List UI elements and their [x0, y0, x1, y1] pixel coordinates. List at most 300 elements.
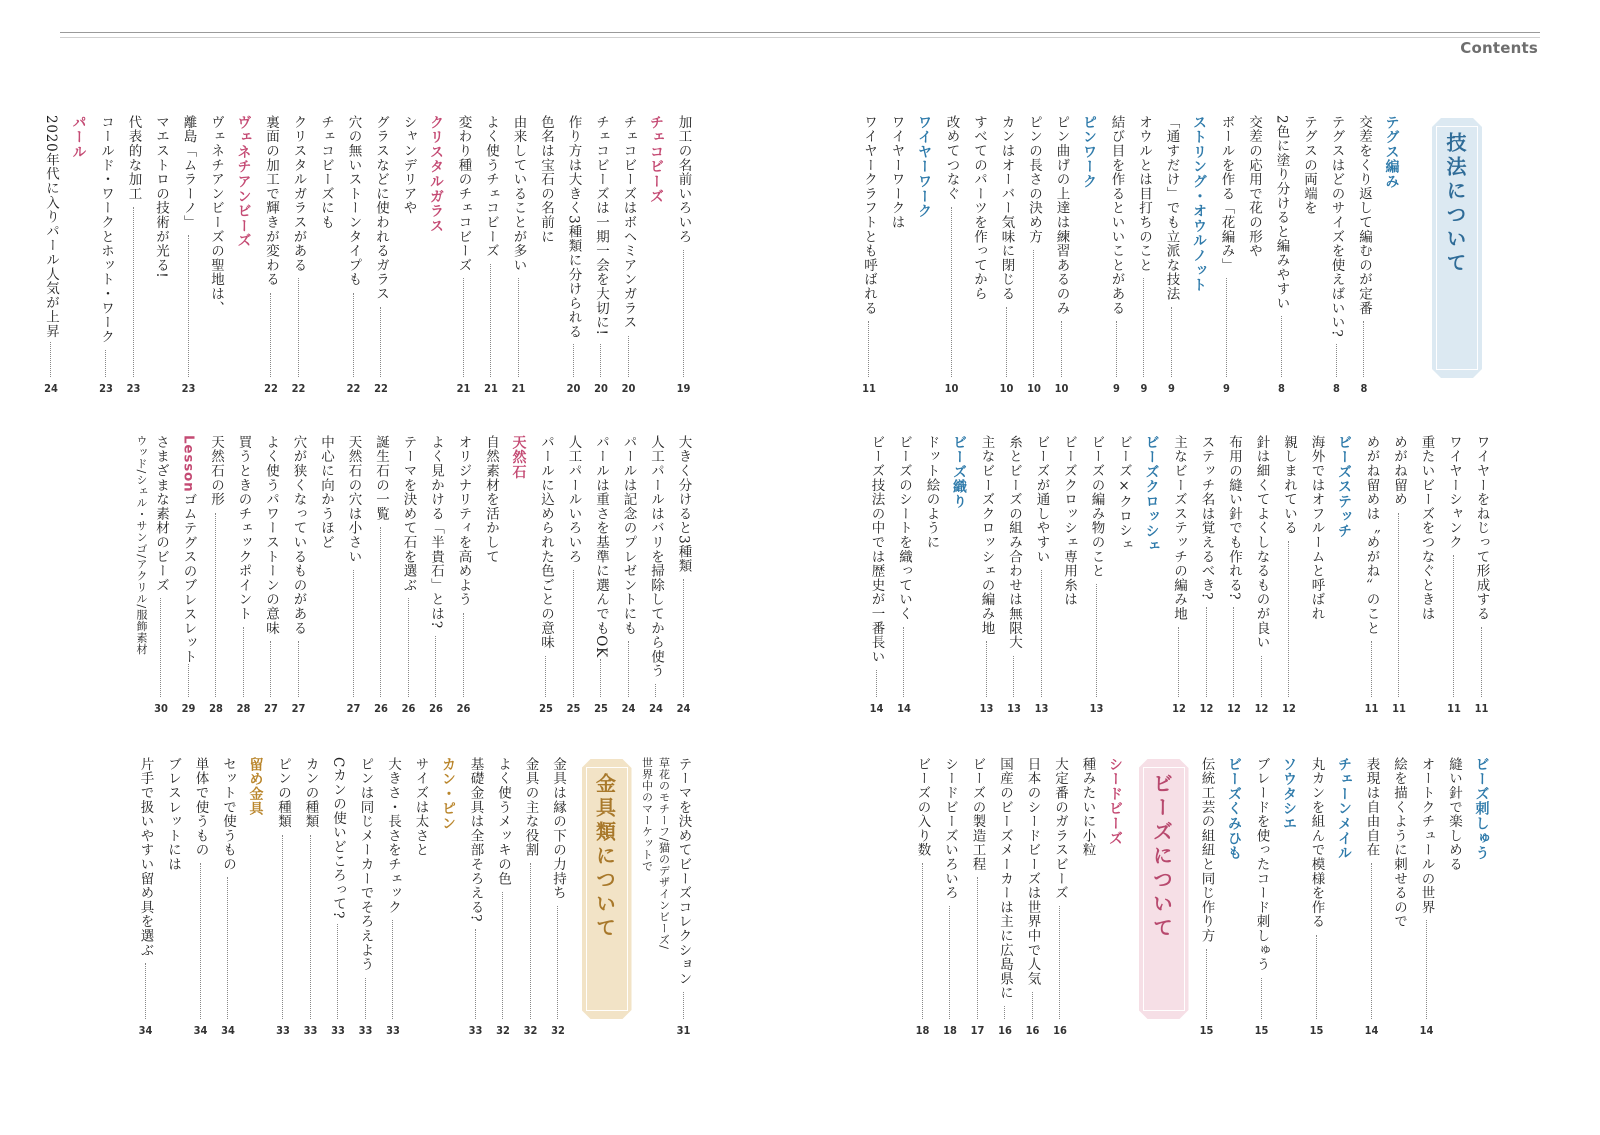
toc-entry-text: ステッチ名は覚えるべき?: [1198, 435, 1215, 601]
toc-entry[interactable]: [217, 757, 239, 1047]
toc-heading-text: チェコビーズ: [648, 115, 664, 204]
toc-entry-text: 草花のモチーフ/猫のデザインビーズ/: [657, 757, 671, 950]
toc-entry[interactable]: [425, 435, 447, 725]
toc-entry[interactable]: [563, 115, 585, 405]
leader-dots: [1206, 607, 1207, 697]
leader-dots: [1006, 307, 1007, 377]
leader-dots: [655, 684, 656, 697]
toc-entry[interactable]: [994, 757, 1016, 1047]
page-number: 12: [1199, 702, 1214, 715]
toc-entry[interactable]: [645, 435, 667, 725]
leader-dots: [683, 250, 684, 377]
leader-dots: [1371, 863, 1372, 1019]
page-number: 33: [276, 1024, 290, 1037]
page-number: 25: [566, 702, 581, 715]
toc-entry[interactable]: [1306, 435, 1328, 725]
page-number: 20: [594, 382, 608, 395]
toc-entry-text: 裏面の加工で輝きが変わる: [263, 115, 279, 287]
page-number: 8: [1333, 382, 1340, 395]
leader-dots: [545, 656, 546, 698]
toc-entry[interactable]: [1251, 757, 1273, 1047]
page-number: 27: [346, 702, 361, 715]
leader-dots: [1178, 627, 1179, 697]
toc-entry[interactable]: [939, 757, 961, 1047]
leader-dots: [1426, 920, 1427, 1019]
page-number: 18: [943, 1024, 957, 1037]
toc-entry[interactable]: [480, 115, 502, 405]
toc-entry-label: [179, 435, 199, 664]
toc-entry[interactable]: [1003, 435, 1025, 725]
leader-dots: [227, 877, 228, 1019]
toc-entry-text: ヴェネチアンビーズの聖地は、: [208, 115, 224, 316]
toc-block-beads-2: [135, 435, 700, 725]
toc-entry[interactable]: [260, 115, 282, 405]
leader-dots: [270, 293, 271, 377]
toc-entry[interactable]: [272, 757, 294, 1047]
toc-entry-text: 日本のシードビーズは世界中で人気: [1024, 757, 1041, 986]
toc-entry[interactable]: [205, 115, 227, 405]
toc-entry[interactable]: [673, 435, 695, 725]
leader-dots: [1398, 513, 1399, 698]
toc-entry-text: ピンの長さの決め方: [1026, 115, 1042, 244]
page-number: 34: [138, 1024, 153, 1037]
toc-entry[interactable]: [1216, 115, 1238, 405]
leader-dots: [903, 627, 904, 697]
toc-entry-text: テグスはどのサイズを使えばいい?: [1328, 115, 1345, 338]
toc-entry-text: めがね留めは〝めがね〟のこと: [1363, 435, 1380, 636]
leader-dots: [502, 892, 503, 1019]
toc-entry-text: すべてのパーツを作ってから: [971, 115, 987, 301]
toc-entry[interactable]: [1049, 757, 1071, 1047]
toc-entry[interactable]: [190, 757, 212, 1047]
toc-entry[interactable]: [1196, 435, 1218, 725]
toc-entry[interactable]: [976, 435, 998, 725]
toc-heading: [913, 115, 935, 405]
toc-entry[interactable]: [133, 435, 155, 725]
toc-entry-text: 変わり種のチェコビーズ: [455, 115, 472, 273]
toc-entry-text: 金具の主な役割: [522, 757, 539, 858]
toc-heading-text: ソウタシエ: [1281, 757, 1297, 831]
toc-entry-text: ビーズのシートを織っていく: [896, 435, 912, 621]
page-number: 10: [944, 382, 959, 395]
page-number: 32: [496, 1024, 510, 1037]
toc-block-metal: [76, 757, 700, 1047]
toc-entry-text: 中心に向かうほど: [318, 435, 334, 550]
toc-heading: [1381, 115, 1403, 405]
toc-entry-text: 大定番のガラスビーズ: [1052, 757, 1068, 900]
toc-entry-text: ブレードを使ったコード刺しゅう: [1253, 757, 1270, 972]
toc-entry[interactable]: [563, 435, 585, 725]
toc-entry-text: ピン曲げの上達は練習あるのみ: [1053, 115, 1070, 316]
leader-dots: [1032, 992, 1033, 1019]
page-number: 14: [1419, 1024, 1434, 1037]
toc-entry-text: チェコビーズはボヘミアンガラス: [620, 115, 637, 330]
leader-dots: [188, 235, 189, 377]
page-number: 9: [1168, 382, 1175, 395]
toc-entry[interactable]: [95, 115, 117, 405]
toc-heading-text: パール: [70, 115, 87, 160]
page-number: 24: [676, 702, 691, 715]
toc-entry[interactable]: [205, 435, 227, 725]
toc-entry[interactable]: [1058, 435, 1080, 725]
toc-entry-text: オートクチュールの世界: [1418, 757, 1435, 915]
leader-dots: [1013, 656, 1014, 698]
leader-dots: [298, 278, 299, 377]
toc-entry[interactable]: [233, 435, 255, 725]
toc-entry-text: パールは記念のプレゼントにも: [620, 435, 637, 636]
toc-entry-text: 自然素材を活かして: [483, 435, 499, 564]
toc-entry[interactable]: [1353, 115, 1375, 405]
leader-dots: [951, 207, 952, 377]
toc-entry[interactable]: [1388, 435, 1410, 725]
page-number: 13: [1089, 702, 1104, 715]
page-number: 21: [511, 382, 526, 395]
leader-dots: [949, 906, 950, 1019]
toc-entry[interactable]: [1278, 435, 1300, 725]
toc-entry[interactable]: [941, 115, 963, 405]
page-number: 13: [1034, 702, 1049, 715]
toc-entry[interactable]: [1086, 435, 1108, 725]
page-number: 20: [566, 382, 581, 395]
page-number: 21: [456, 382, 471, 395]
toc-entry[interactable]: [150, 115, 172, 405]
toc-entry-text: ブレスレットには: [165, 757, 181, 872]
toc-entry[interactable]: [912, 757, 934, 1047]
toc-entry-text: 主なビーズステッチの編み地: [1171, 435, 1187, 621]
toc-entry[interactable]: [893, 435, 915, 725]
toc-entry-text: 絵を描くように刺せるので: [1391, 757, 1407, 929]
toc-entry[interactable]: [1361, 435, 1383, 725]
toc-entry[interactable]: [260, 435, 282, 725]
toc-heading: [1188, 115, 1210, 405]
toc-entry[interactable]: [1023, 115, 1045, 405]
toc-entry-text: よく見かける「半貴石」とは?: [428, 435, 444, 629]
toc-heading: [1333, 757, 1355, 1047]
toc-heading: [1223, 757, 1245, 1047]
leader-dots: [977, 877, 978, 1019]
toc-entry[interactable]: [1271, 115, 1293, 405]
toc-heading: [1278, 757, 1300, 1047]
toc-entry[interactable]: [1361, 757, 1383, 1047]
toc-entry[interactable]: [1443, 757, 1465, 1047]
toc-entry[interactable]: [967, 757, 989, 1047]
toc-entry[interactable]: [1077, 757, 1099, 1047]
toc-heading: [245, 757, 267, 1047]
page-number: 22: [291, 382, 306, 395]
toc-entry[interactable]: [1161, 115, 1183, 405]
toc-entry-text: 交差をくり返して編むのが定番: [1356, 115, 1372, 316]
toc-block-technique-2: [868, 435, 1498, 725]
toc-entry[interactable]: [1223, 435, 1245, 725]
page-number: 23: [126, 382, 141, 395]
leader-dots: [380, 307, 381, 377]
toc-entry[interactable]: [1113, 435, 1135, 725]
toc-entry-text: サイズは太さと: [412, 757, 429, 858]
toc-entry[interactable]: [1443, 435, 1465, 725]
toc-entry[interactable]: [996, 115, 1018, 405]
toc-entry-text: 主なビーズクロッシェの編み地: [978, 435, 995, 636]
leader-dots: [573, 570, 574, 697]
page-number: 15: [1254, 1024, 1269, 1037]
toc-entry[interactable]: [639, 757, 661, 1047]
leader-dots: [243, 627, 244, 697]
toc-entry-text: ピンは同じメーカーでそろえよう: [357, 757, 374, 972]
toc-entry[interactable]: [355, 757, 377, 1047]
page-number: 12: [1172, 702, 1186, 715]
leader-dots: [380, 527, 381, 697]
toc-entry[interactable]: [398, 115, 420, 405]
toc-entry[interactable]: [1306, 757, 1328, 1047]
toc-entry-text: 結び目を作るといいことがある: [1108, 115, 1125, 316]
leader-dots: [475, 929, 476, 1019]
leader-dots: [1261, 978, 1262, 1020]
leader-dots: [1004, 1006, 1005, 1019]
toc-entry-text: 種みたいに小粒: [1079, 757, 1096, 858]
toc-block-beads-1: [43, 115, 700, 405]
toc-entry[interactable]: [315, 435, 337, 725]
toc-entry-text: ワイヤーをねじって形成する: [1473, 435, 1490, 621]
toc-entry[interactable]: [1133, 115, 1155, 405]
leader-dots: [1041, 570, 1042, 697]
toc-entry[interactable]: [1196, 757, 1218, 1047]
lesson-label: Lesson: [180, 435, 197, 493]
leader-dots: [868, 321, 869, 377]
toc-entry[interactable]: [343, 435, 365, 725]
toc-entry[interactable]: [618, 115, 640, 405]
toc-entry-text: シャンデリアや: [400, 115, 417, 216]
toc-entry[interactable]: [327, 757, 349, 1047]
page-number: 33: [331, 1024, 345, 1037]
toc-entry[interactable]: [453, 115, 475, 405]
toc-entry[interactable]: [1388, 757, 1410, 1047]
toc-entry[interactable]: [1022, 757, 1044, 1047]
toc-entry[interactable]: [410, 757, 432, 1047]
toc-entry[interactable]: [590, 435, 612, 725]
toc-entry-text: 基礎金具は全部そろえる?: [467, 757, 484, 923]
section-title-beads: ビーズについて: [1149, 773, 1174, 941]
toc-entry[interactable]: [300, 757, 322, 1047]
leader-dots: [408, 598, 409, 697]
toc-entry-text: チェコビーズは一期一会を大切に!: [593, 115, 609, 336]
toc-entry-text: 代表的な加工: [125, 115, 142, 201]
toc-entry[interactable]: [1031, 435, 1053, 725]
page-number: 12: [1254, 702, 1269, 715]
page-number: 32: [523, 1024, 538, 1037]
page-number: 22: [374, 382, 388, 395]
toc-entry[interactable]: [858, 115, 880, 405]
toc-entry[interactable]: [1051, 115, 1073, 405]
leader-dots: [1281, 316, 1282, 377]
toc-entry-text: ビーズクロッシェ専用糸は: [1061, 435, 1077, 607]
leader-dots: [353, 293, 354, 377]
toc-entry[interactable]: [520, 757, 542, 1047]
leader-dots: [600, 344, 601, 377]
page-number: 16: [1053, 1024, 1067, 1037]
toc-entry-text: 縫い針で楽しめる: [1446, 757, 1462, 872]
page-number: 12: [1227, 702, 1241, 715]
page-number: 14: [897, 702, 911, 715]
toc-entry-text: 「通すだけ」でも立派な技法: [1163, 115, 1180, 301]
page-number: 10: [1054, 382, 1069, 395]
leader-dots: [1288, 541, 1289, 697]
leader-dots: [683, 992, 684, 1019]
toc-entry-text: ドット絵のように: [923, 435, 940, 550]
leader-dots: [1033, 250, 1034, 377]
toc-heading-text: 天然石: [510, 435, 527, 480]
toc-block-technique-3: [880, 757, 1498, 1047]
toc-entry[interactable]: [453, 435, 475, 725]
toc-entry[interactable]: [921, 435, 943, 725]
toc-entry[interactable]: [480, 435, 502, 725]
toc-entry[interactable]: [40, 115, 62, 405]
toc-entry[interactable]: [1416, 435, 1438, 725]
page-number: 11: [1447, 702, 1461, 715]
page-number: 26: [374, 702, 388, 715]
page-number: 16: [998, 1024, 1012, 1037]
leader-dots: [986, 641, 987, 697]
leader-dots: [105, 350, 106, 377]
page-number: 12: [1282, 702, 1296, 715]
page-number: 26: [401, 702, 416, 715]
toc-entry[interactable]: [1326, 115, 1348, 405]
toc-entry-text: オリジナリティを高めよう: [455, 435, 472, 607]
toc-entry[interactable]: [343, 115, 365, 405]
leader-dots: [628, 641, 629, 697]
toc-entry[interactable]: [178, 435, 200, 725]
toc-entry[interactable]: [968, 115, 990, 405]
toc-entry-text: パールに込められた色ごとの意味: [538, 435, 554, 650]
toc-entry[interactable]: [1416, 757, 1438, 1047]
page-number: 11: [862, 382, 876, 395]
toc-entry-text: 穴が狭くなっているものがある: [290, 435, 307, 636]
toc-entry-text: コールド・ワークとホット・ワーク: [98, 115, 114, 344]
toc-heading-text: ビーズくみひも: [1226, 757, 1242, 861]
toc-heading-text: チェーンメイル: [1336, 757, 1352, 861]
toc-entry-text: ビーズの製造工程: [969, 757, 986, 872]
toc-heading: [425, 115, 447, 405]
toc-heading: [1104, 757, 1126, 1047]
page-number: 25: [594, 702, 608, 715]
toc-entry-text: 天然石の形: [208, 435, 224, 507]
toc-entry[interactable]: [1251, 435, 1273, 725]
toc-entry-text: 由来していることが多い: [510, 115, 527, 273]
toc-entry-text: マエストロの技術が光る!: [153, 115, 169, 279]
toc-heading: [233, 115, 255, 405]
toc-entry-text: ボールを作る「花編み」: [1218, 115, 1235, 273]
toc-entry[interactable]: [315, 115, 337, 405]
leader-dots: [1261, 656, 1262, 698]
toc-heading-text: ワイヤーワーク: [916, 115, 932, 219]
page-number: 23: [99, 382, 113, 395]
page-number: 15: [1199, 1024, 1214, 1037]
toc-entry[interactable]: [866, 435, 888, 725]
header-rule: [60, 32, 1540, 33]
leader-dots: [1226, 278, 1227, 377]
toc-entry[interactable]: [178, 115, 200, 405]
toc-entry-text: ゴムテグスのブレスレット: [180, 492, 197, 665]
toc-entry-text: 丸カンを組んで模様を作る: [1308, 757, 1325, 929]
toc-entry[interactable]: [1106, 115, 1128, 405]
leader-dots: [1233, 607, 1234, 697]
toc-entry[interactable]: [535, 435, 557, 725]
leader-dots: [1363, 321, 1364, 377]
toc-entry[interactable]: [370, 435, 392, 725]
toc-entry[interactable]: [398, 435, 420, 725]
toc-entry-text: 交差の応用で花の形や: [1246, 115, 1262, 258]
toc-entry[interactable]: [535, 115, 557, 405]
page-number: 15: [1309, 1024, 1324, 1037]
toc-entry[interactable]: [1471, 435, 1493, 725]
page-number: 9: [1113, 382, 1120, 395]
toc-entry[interactable]: [382, 757, 404, 1047]
toc-heading: [1141, 435, 1163, 725]
toc-heading: [68, 115, 90, 405]
page-number: 33: [386, 1024, 400, 1037]
toc-entry[interactable]: [590, 115, 612, 405]
toc-entry-text: さまざまな素材のビーズ: [153, 435, 169, 593]
page-number: 11: [1364, 702, 1379, 715]
toc-entry-text: 国産のビーズメーカーは主に広島県に: [997, 757, 1013, 1001]
toc-entry[interactable]: [508, 115, 530, 405]
toc-entry-text: 海外ではオフルームと呼ばれ: [1308, 435, 1325, 621]
toc-entry-text: 表現は自由自在: [1363, 757, 1380, 858]
page-number: 10: [1027, 382, 1041, 395]
leader-dots: [435, 636, 436, 697]
leader-dots: [215, 513, 216, 698]
toc-entry[interactable]: [673, 115, 695, 405]
toc-heading-text: クリスタルガラス: [428, 115, 444, 234]
toc-entry[interactable]: [547, 757, 569, 1047]
leader-dots: [50, 342, 51, 377]
toc-entry-text: カンはオーバー気味に閉じる: [998, 115, 1015, 301]
toc-block-technique-1: [861, 115, 1408, 405]
toc-entry[interactable]: [492, 757, 514, 1047]
toc-entry[interactable]: [370, 115, 392, 405]
toc-entry-text: 買うときのチェックポイント: [235, 435, 252, 621]
page-number: 25: [539, 702, 553, 715]
page-number: 8: [1360, 382, 1368, 395]
toc-entry-text: テーマを決めて石を選ぶ: [400, 435, 417, 593]
toc-entry[interactable]: [288, 115, 310, 405]
toc-entry[interactable]: [465, 757, 487, 1047]
toc-entry[interactable]: [288, 435, 310, 725]
page-number: 8: [1278, 382, 1285, 395]
toc-entry[interactable]: [135, 757, 157, 1047]
leader-dots: [1206, 949, 1207, 1019]
toc-entry[interactable]: [1298, 115, 1320, 405]
page-number: 31: [676, 1024, 691, 1037]
page-number: 14: [869, 702, 884, 715]
toc-heading-text: テグス編み: [1383, 115, 1400, 189]
page-number: 17: [970, 1024, 985, 1037]
toc-entry[interactable]: [1168, 435, 1190, 725]
toc-entry-text: 重たいビーズをつなぐときは: [1418, 435, 1435, 621]
toc-entry[interactable]: [123, 115, 145, 405]
toc-entry-text: グラスなどに使われるガラス: [373, 115, 389, 301]
toc-entry[interactable]: [1243, 115, 1265, 405]
toc-entry[interactable]: [886, 115, 908, 405]
toc-entry-text: テグスの両端を: [1301, 115, 1317, 216]
toc-entry[interactable]: [618, 435, 640, 725]
toc-entry-text: ビーズの編み物のこと: [1088, 435, 1105, 578]
toc-entry-text: 改めてつなぐ: [943, 115, 960, 201]
toc-entry-text: よく使うメッキの色: [495, 757, 511, 886]
toc-entry[interactable]: [162, 757, 184, 1047]
page-number: 26: [429, 702, 443, 715]
toc-heading-text: ビーズ刺しゅう: [1473, 757, 1490, 861]
page-number: 26: [456, 702, 471, 715]
leader-dots: [1453, 555, 1454, 697]
